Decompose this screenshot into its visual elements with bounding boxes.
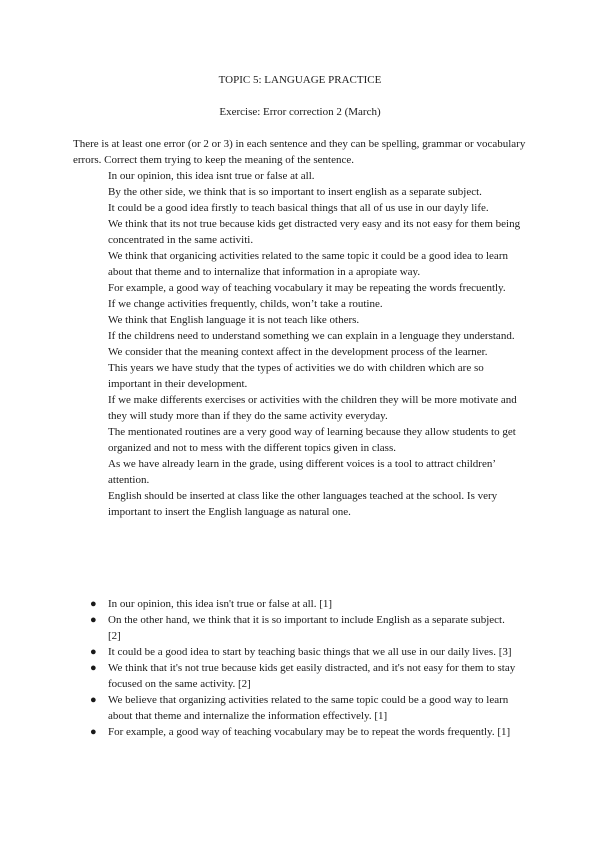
correction-text: We believe that organizing activities related to the same topic could be a good way to learn about that theme and internalize the information effectively. [1] bbox=[108, 694, 509, 722]
bullet-icon: ● bbox=[90, 598, 97, 610]
correction-item bbox=[90, 596, 518, 612]
correction-item bbox=[90, 644, 518, 660]
bullet-icon: ● bbox=[90, 646, 97, 658]
instructions-paragraph: There is at least one error (or 2 or 3) in each sentence and they can be spelling, grammar or vocabulary errors. Correct them trying to keep the meaning of the sentence. bbox=[73, 138, 526, 166]
correction-item bbox=[90, 724, 518, 740]
error-sentence: We consider that the meaning context affect in the development process of the learner. bbox=[108, 346, 488, 358]
error-sentence: We think that English language it is not teach like others. bbox=[108, 314, 360, 326]
bullet-icon: ● bbox=[90, 662, 97, 674]
error-sentence: In our opinion, this idea isnt true or false at all. bbox=[108, 170, 315, 182]
error-sentence: If the childrens need to understand something we can explain in a lenguage they understand. bbox=[108, 330, 515, 342]
error-sentence: As we have already learn in the grade, using different voices is a tool to attract children’ attention. bbox=[108, 458, 496, 486]
correction-text: We think that it's not true because kids get easily distracted, and it's not easy for them to stay focused on the same activity. [2] bbox=[108, 662, 516, 690]
correction-item bbox=[90, 660, 518, 692]
error-sentence: We think that its not true because kids get distracted very easy and its not easy for them being concentrated in the same activiti. bbox=[108, 218, 521, 246]
correction-item bbox=[90, 692, 518, 724]
corrections-list bbox=[90, 596, 518, 740]
error-sentence: If we change activities frequently, childs, won’t take a routine. bbox=[108, 298, 383, 310]
correction-text: It could be a good idea to start by teaching basic things that we all use in our daily lives. [3] bbox=[108, 646, 512, 658]
correction-text: For example, a good way of teaching vocabulary may be to repeat the words frequently. [1] bbox=[108, 726, 511, 738]
error-sentence: For example, a good way of teaching vocabulary it may be repeating the words frecuently. bbox=[108, 282, 506, 294]
error-sentence: By the other side, we think that is so important to insert english as a separate subject. bbox=[108, 186, 482, 198]
bullet-icon: ● bbox=[90, 726, 97, 738]
correction-text: In our opinion, this idea isn't true or false at all. [1] bbox=[108, 598, 333, 610]
error-sentence: This years we have study that the types of activities we do with children which are so important in their development. bbox=[108, 362, 484, 390]
correction-item bbox=[90, 612, 518, 644]
error-sentence: If we make differents exercises or activities with the children they will be more motivate and they will study more than if they do the same activity everyday. bbox=[108, 394, 517, 422]
page-title: TOPIC 5: LANGUAGE PRACTICE bbox=[218, 74, 382, 86]
correction-text: On the other hand, we think that it is so important to include English as a separate subject. [2] bbox=[108, 614, 505, 642]
bullet-icon: ● bbox=[90, 694, 97, 706]
error-sentence: It could be a good idea firstly to teach basical things that all of us use in our dayly life. bbox=[108, 202, 489, 214]
exercise-subtitle: Exercise: Error correction 2 (March) bbox=[219, 106, 381, 118]
error-sentence: The mentionated routines are a very good way of learning because they allow students to get organized and not to mess with the different topics given in class. bbox=[108, 426, 516, 454]
error-sentence-list bbox=[108, 168, 528, 520]
error-sentence: We think that organicing activities related to the same topic it could be a good idea to learn about that theme and to internalize that information in a apropiate way. bbox=[108, 250, 508, 278]
bullet-icon: ● bbox=[90, 614, 97, 626]
error-sentence: English should be inserted at class like the other languages teached at the school. Is very important to insert the English language as natural one. bbox=[108, 490, 498, 518]
